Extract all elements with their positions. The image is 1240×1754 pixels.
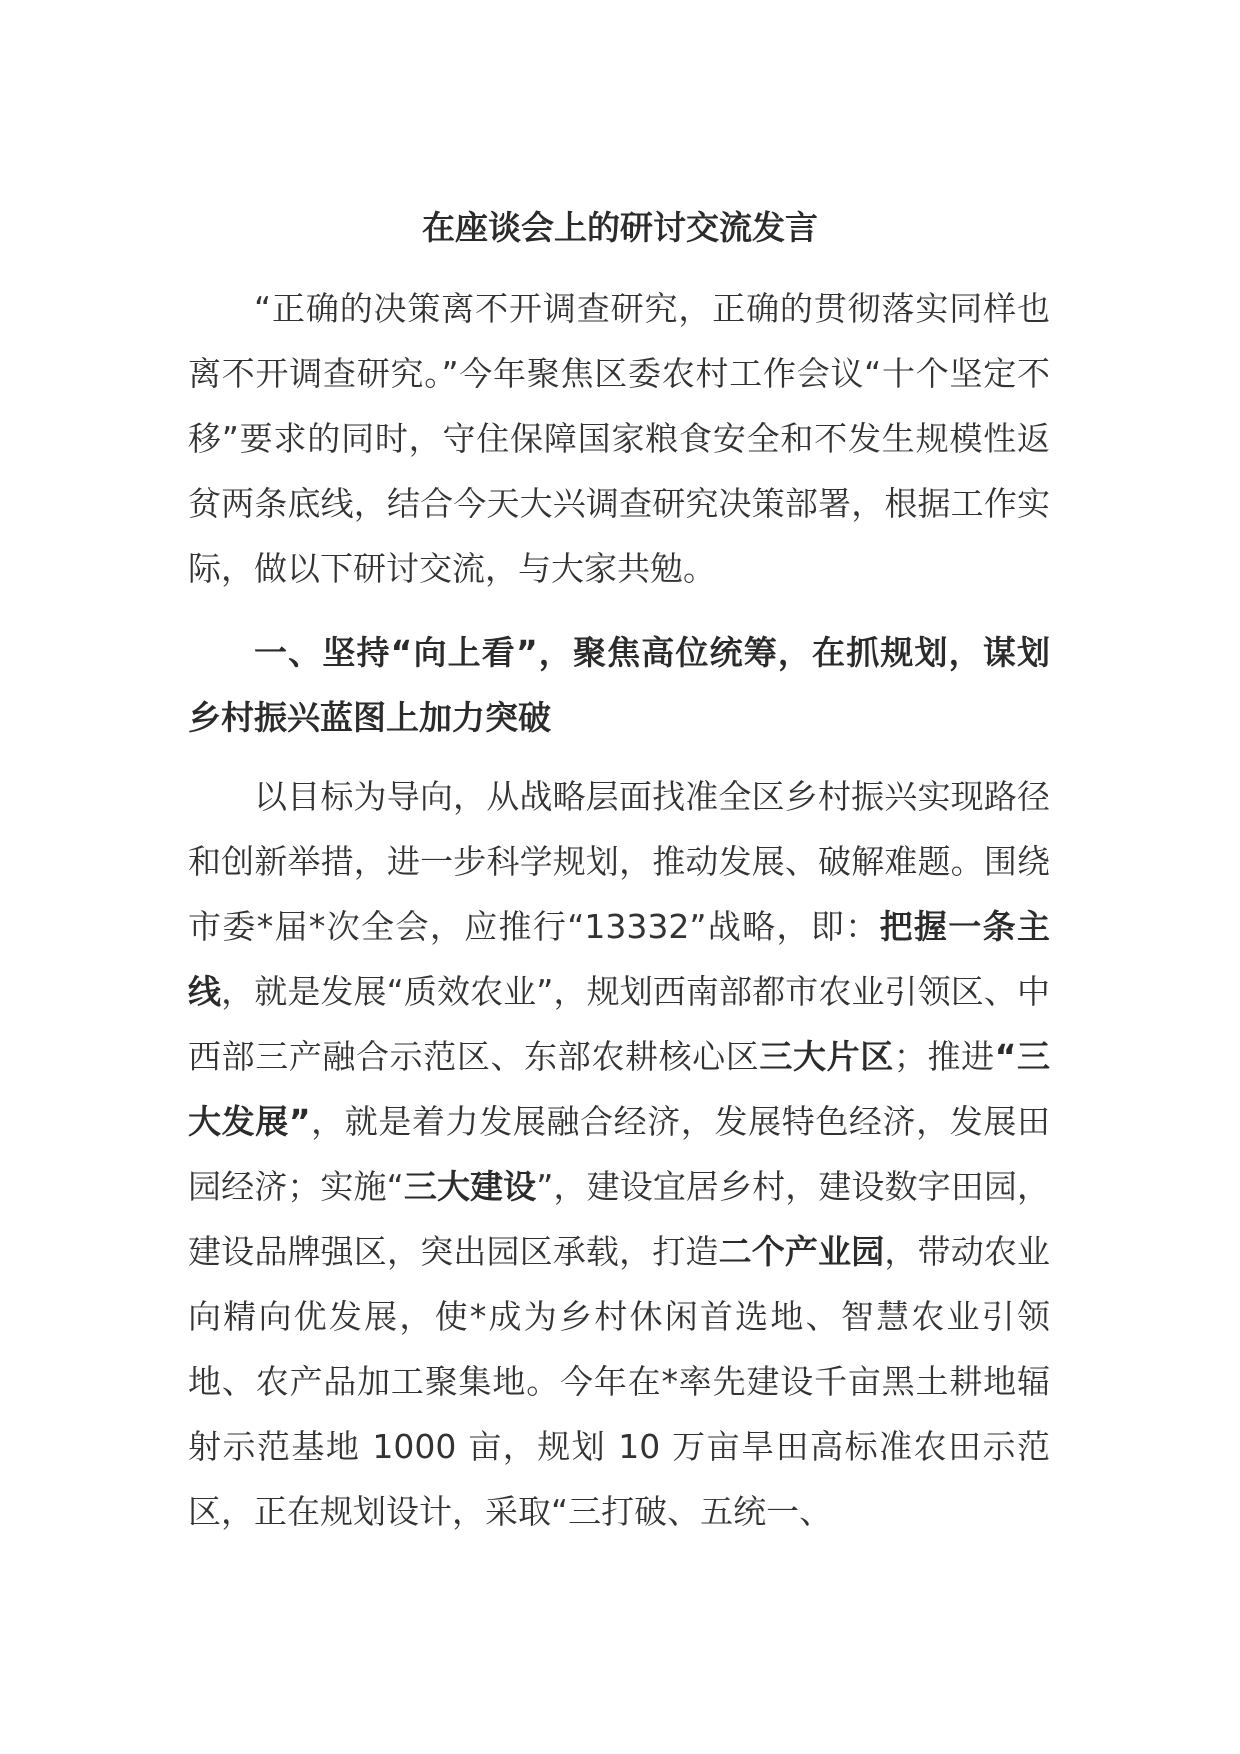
paragraph-text-segment: ，就是着力发展融合经济，发展特色经济，发展田园经济；实施“ (188, 1102, 1050, 1206)
document-title: 在座谈会上的研讨交流发言 (422, 208, 818, 247)
bold-phrase-three-zones: 三大片区 (759, 1037, 894, 1076)
section-1-paragraph (188, 764, 1050, 1544)
bold-phrase-three-developments: “三大发展” (188, 1037, 1051, 1141)
section-heading-1: 一、坚持“向上看”，聚焦高位统筹，在抓规划，谋划乡村振兴蓝图上加力突破 (188, 633, 1050, 737)
intro-paragraph: “正确的决策离不开调查研究，正确的贯彻落实同样也离不开调查研究。”今年聚焦区委农村工作会议“十个坚定不移”要求的同时，守住保障国家粮食安全和不发生规模性返贫两条底线，结合今天大兴调查研究决策部署，根据工作实际，做以下研讨交流，与大家共勉。 (188, 289, 1050, 588)
paragraph-text-segment: ，就是发展“质效农业”，规划西南部都市农业引领区、中西部三产融合示范区、东部农耕核心区 (188, 972, 1050, 1076)
paragraph-text-segment: 以目标为导向，从战略层面找准全区乡村振兴实现路径和创新举措，进一步科学规划，推动发展、破解难题。围绕市委*届*次全会，应推行“13332”战略，即： (188, 777, 1050, 946)
paragraph-text-segment: ，带动农业向精向优发展，使*成为乡村休闲首选地、智慧农业引领地、农产品加工聚集地。今年在*率先建设千亩黑土耕地辐射示范基地 1000 亩，规划 10 万亩旱田高标准农田示范区，正在规划设计，采取“三打破、五统一、 (188, 1232, 1051, 1531)
bold-phrase-main-line: 把握一条主线 (188, 907, 1051, 1011)
paragraph-text-segment: ”，建设宜居乡村，建设数字田园，建设品牌强区，突出园区承载，打造 (188, 1167, 1050, 1271)
bold-phrase-two-industrial-parks: 二个产业园 (718, 1232, 885, 1271)
bold-phrase-three-constructions: 三大建设 (403, 1167, 537, 1206)
paragraph-text-segment: ；推进 (893, 1037, 995, 1076)
